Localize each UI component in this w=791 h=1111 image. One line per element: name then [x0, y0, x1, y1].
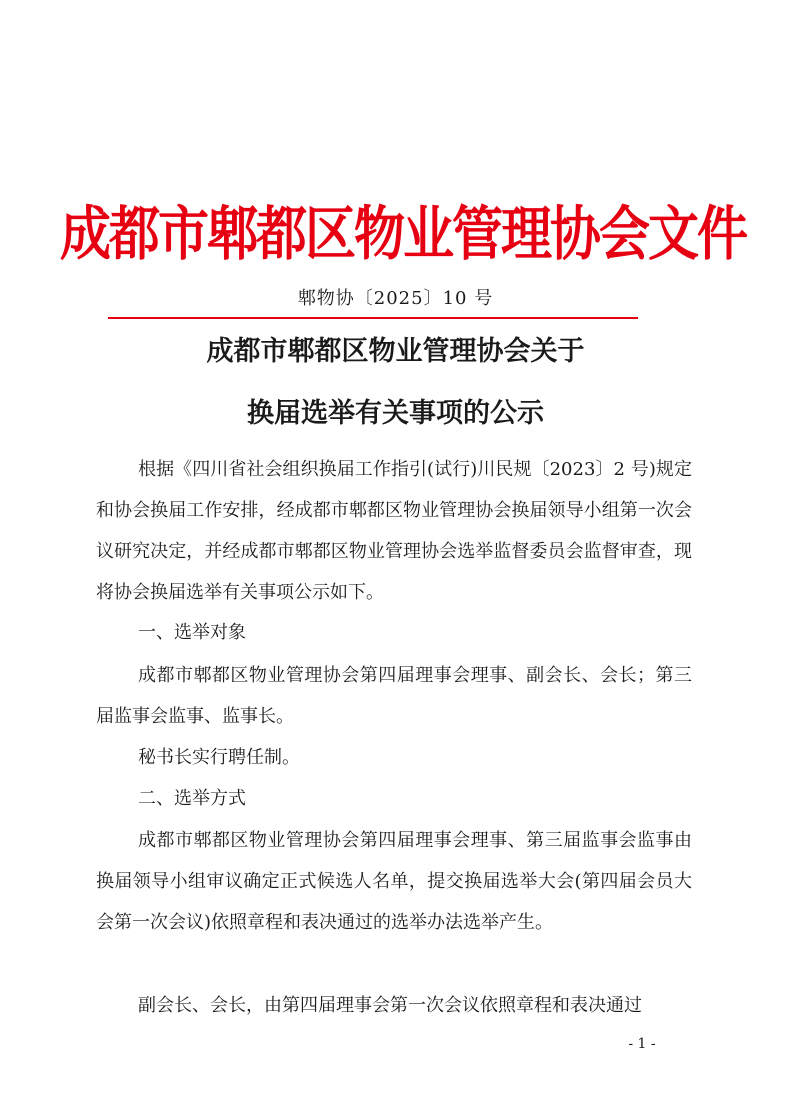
body-paragraph-secretary-general: 秘书长实行聘任制。 [138, 747, 300, 768]
document-title-line-2: 换届选举有关事项的公示 [247, 398, 544, 429]
body-paragraph-vice-president: 副会长、会长，由第四届理事会第一次会议依照章程和表决通过 [138, 995, 642, 1016]
document-number: 郫物协〔2025〕10 号 [297, 288, 494, 309]
header-divider [108, 317, 638, 319]
body-paragraph-intro: 根据《四川省社会组织换届工作指引(试行)川民规〔2023〕2 号)规定和协会换届工作安排，经成都市郫都区物业管理协会换届领导小组第一次会议研究决定，并经成都市郫都区物业管理协会选举监督委员会监督审查，现将协会换届选举有关事项公示如下。 [96, 459, 692, 603]
body-paragraph-election-targets: 成都市郫都区物业管理协会第四届理事会理事、副会长、会长；第三届监事会监事、监事长。 [96, 665, 692, 727]
section-heading-election-targets: 一、选举对象 [138, 622, 246, 643]
page-number: - 1 - [628, 1036, 656, 1052]
body-paragraph-election-method: 成都市郫都区物业管理协会第四届理事会理事、第三届监事会监事由换届领导小组审议确定正式候选人名单，提交换届选举大会(第四届会员大会第一次会议)依照章程和表决通过的选举办法选举产生。 [96, 830, 692, 933]
section-heading-election-method: 二、选举方式 [138, 788, 246, 809]
org-header-title: 成都市郫都区物业管理协会文件 [60, 201, 747, 270]
document-title-line-1: 成都市郫都区物业管理协会关于 [206, 336, 585, 367]
